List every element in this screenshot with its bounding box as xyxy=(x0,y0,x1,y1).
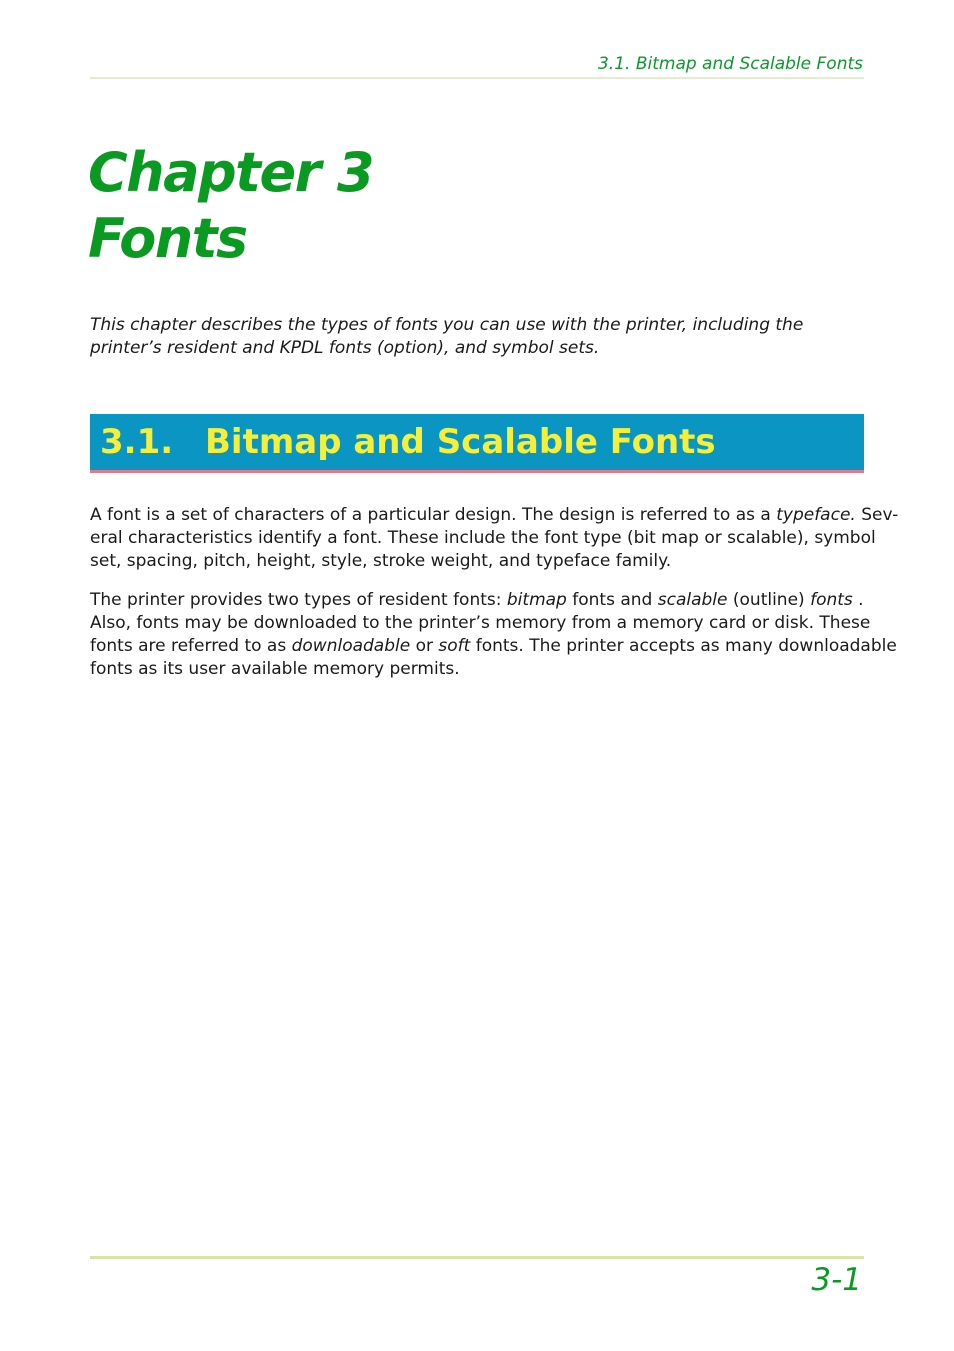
paragraph-line xyxy=(90,589,864,612)
term-bitmap: bitmap xyxy=(506,590,567,610)
term-fonts: fonts xyxy=(810,590,853,610)
text-run: (outline) xyxy=(727,590,811,610)
text-run: fonts. The printer accepts as many downloadable xyxy=(470,636,897,656)
section-title: Bitmap and Scalable Fonts xyxy=(205,422,716,462)
page-number: 3-1 xyxy=(811,1262,862,1298)
text-run: A font is a set of characters of a particular design. The design is referred to as a xyxy=(90,505,777,525)
chapter-title xyxy=(88,140,373,272)
text-run: . xyxy=(852,590,864,610)
paragraph-font-definition xyxy=(90,504,899,573)
text-run: fonts are referred to as xyxy=(90,636,292,656)
section-number: 3.1. xyxy=(100,422,174,462)
paragraph-line xyxy=(90,635,897,658)
paragraph-line: fonts as its user available memory permits. xyxy=(90,659,460,679)
text-run: Sev- xyxy=(855,505,899,525)
running-header: 3.1. Bitmap and Scalable Fonts xyxy=(597,54,863,74)
paragraph-font-types xyxy=(90,589,897,681)
footer-divider xyxy=(90,1256,864,1259)
section-banner-underline xyxy=(90,470,864,473)
term-scalable: scalable xyxy=(657,590,728,610)
intro-line-2: printer’s resident and KPDL fonts (option), and symbol sets. xyxy=(90,338,600,358)
text-run: or xyxy=(410,636,439,656)
chapter-number: Chapter 3 xyxy=(88,141,374,204)
term-typeface: typeface. xyxy=(776,505,856,525)
term-soft: soft xyxy=(438,636,471,656)
paragraph-line: set, spacing, pitch, height, style, stroke weight, and typeface family. xyxy=(90,551,672,571)
header-divider xyxy=(90,77,864,79)
text-run: The printer provides two types of resident fonts: xyxy=(90,590,507,610)
paragraph-line xyxy=(90,504,899,527)
intro-line-1: This chapter describes the types of fonts you can use with the printer, including the xyxy=(90,315,804,335)
chapter-intro xyxy=(90,314,850,360)
paragraph-line: Also, fonts may be downloaded to the printer’s memory from a memory card or disk. These xyxy=(90,613,871,633)
text-run: fonts and xyxy=(566,590,658,610)
chapter-name: Fonts xyxy=(88,207,247,270)
paragraph-line: eral characteristics identify a font. These include the font type (bit map or scalable), symbol xyxy=(90,528,876,548)
term-downloadable: downloadable xyxy=(291,636,411,656)
